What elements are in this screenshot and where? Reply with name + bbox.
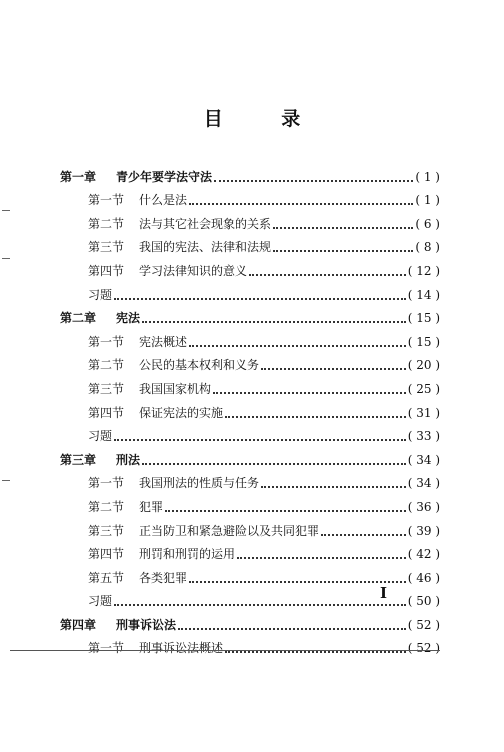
dot-leader	[237, 556, 406, 559]
toc-entry-number: 第一章	[60, 169, 97, 184]
toc-entry-title: 法与其它社会现象的关系	[139, 216, 272, 231]
dot-leader	[273, 226, 413, 229]
toc-entry-title: 我国国家机构	[139, 381, 212, 396]
toc-page-ref: ( 52 )	[407, 641, 440, 656]
toc-page-ref: ( 34 )	[407, 476, 440, 491]
margin-mark	[2, 480, 10, 481]
dot-leader	[165, 509, 406, 512]
dot-leader	[225, 415, 406, 418]
toc-entry-title: 宪法概述	[139, 334, 188, 349]
margin-mark	[2, 210, 10, 211]
toc-page-ref: ( 33 )	[407, 429, 440, 444]
toc-section-row	[60, 538, 440, 562]
toc-page-ref: ( 36 )	[407, 499, 440, 514]
toc-entry-title: 学习法律知识的意义	[139, 263, 248, 278]
toc-section-row	[60, 632, 440, 656]
toc-entry-number: 第四章	[60, 617, 97, 632]
dot-leader	[114, 603, 406, 606]
toc-page-ref: ( 8 )	[415, 240, 440, 255]
toc-entry-title: 我国刑法的性质与任务	[139, 476, 260, 491]
margin-mark	[2, 258, 10, 259]
toc-entry-number: 第四节	[88, 263, 125, 278]
page-edge-line	[10, 650, 440, 651]
toc-section-row	[60, 372, 440, 396]
toc-entry-title: 习题	[88, 594, 113, 609]
toc-page-ref: ( 12 )	[407, 263, 440, 278]
toc-entry-title: 刑法	[116, 452, 141, 467]
toc-entry-number: 第一节	[88, 641, 125, 656]
toc-entry-number: 第二节	[88, 358, 125, 373]
dot-leader	[189, 580, 406, 583]
toc-section-row	[60, 349, 440, 373]
dot-leader	[189, 344, 406, 347]
toc-entry-number: 第五节	[88, 570, 125, 585]
toc-section-row	[60, 325, 440, 349]
toc-entry-number: 第三节	[88, 381, 125, 396]
toc-entry-number: 第三节	[88, 523, 125, 538]
dot-leader	[321, 533, 406, 536]
toc-chapter-row	[60, 443, 440, 467]
toc-entry-number: 第二节	[88, 499, 125, 514]
toc-entry-title: 公民的基本权利和义务	[139, 358, 260, 373]
toc-page-ref: ( 14 )	[407, 287, 440, 302]
toc-entry-title: 刑事诉讼法概述	[139, 641, 224, 656]
toc-entry-title: 习题	[88, 287, 113, 302]
page-title: 目 录	[203, 108, 327, 130]
toc-entry-title: 刑罚和刑罚的运用	[139, 547, 236, 562]
table-of-contents	[60, 160, 440, 655]
toc-page-ref: ( 6 )	[415, 216, 440, 231]
dot-leader	[178, 627, 406, 630]
toc-section-row	[60, 231, 440, 255]
toc-entry-number: 第二节	[88, 216, 125, 231]
toc-page-ref: ( 1 )	[415, 169, 440, 184]
toc-chapter-row	[60, 302, 440, 326]
toc-exercise-row	[60, 278, 440, 302]
dot-leader	[214, 179, 413, 182]
dot-leader	[273, 249, 413, 252]
dot-leader	[261, 485, 406, 488]
toc-section-row	[60, 396, 440, 420]
dot-leader	[213, 391, 406, 394]
toc-entry-title: 我国的宪法、法律和法规	[139, 240, 272, 255]
toc-entry-number: 第三节	[88, 240, 125, 255]
toc-section-row	[60, 184, 440, 208]
toc-page-ref: ( 20 )	[407, 358, 440, 373]
toc-chapter-row	[60, 160, 440, 184]
toc-exercise-row	[60, 420, 440, 444]
dot-leader	[114, 297, 406, 300]
dot-leader	[114, 438, 406, 441]
toc-entry-title: 犯罪	[139, 499, 164, 514]
toc-section-row	[60, 254, 440, 278]
toc-section-row	[60, 561, 440, 585]
toc-section-row	[60, 207, 440, 231]
dot-leader	[142, 320, 406, 323]
toc-page-ref: ( 46 )	[407, 570, 440, 585]
toc-entry-number: 第三章	[60, 452, 97, 467]
dot-leader	[261, 367, 406, 370]
toc-entry-number: 第四节	[88, 405, 125, 420]
toc-entry-number: 第一节	[88, 476, 125, 491]
dot-leader	[189, 202, 413, 205]
dot-leader	[142, 462, 406, 465]
toc-entry-number: 第一节	[88, 334, 125, 349]
toc-entry-title: 各类犯罪	[139, 570, 188, 585]
toc-entry-title: 什么是法	[139, 193, 188, 208]
dot-leader	[249, 273, 406, 276]
toc-page-ref: ( 15 )	[407, 334, 440, 349]
toc-chapter-row	[60, 608, 440, 632]
toc-page-ref: ( 25 )	[407, 381, 440, 396]
toc-page-ref: ( 34 )	[407, 452, 440, 467]
toc-entry-number: 第二章	[60, 311, 97, 326]
toc-page-ref: ( 50 )	[407, 594, 440, 609]
toc-page-ref: ( 39 )	[407, 523, 440, 538]
toc-entry-title: 刑事诉讼法	[116, 617, 177, 632]
toc-entry-title: 保证宪法的实施	[139, 405, 224, 420]
page-number: I	[380, 584, 388, 602]
toc-entry-title: 习题	[88, 429, 113, 444]
toc-page-ref: ( 52 )	[407, 617, 440, 632]
toc-section-row	[60, 514, 440, 538]
toc-section-row	[60, 490, 440, 514]
toc-entry-number: 第一节	[88, 193, 125, 208]
toc-page-ref: ( 1 )	[415, 193, 440, 208]
toc-page-ref: ( 31 )	[407, 405, 440, 420]
toc-entry-number: 第四节	[88, 547, 125, 562]
toc-section-row	[60, 467, 440, 491]
toc-entry-title: 青少年要学法守法	[116, 169, 213, 184]
toc-entry-title: 正当防卫和紧急避险以及共同犯罪	[139, 523, 320, 538]
toc-entry-title: 宪法	[116, 311, 141, 326]
toc-page-ref: ( 15 )	[407, 311, 440, 326]
toc-page-ref: ( 42 )	[407, 547, 440, 562]
